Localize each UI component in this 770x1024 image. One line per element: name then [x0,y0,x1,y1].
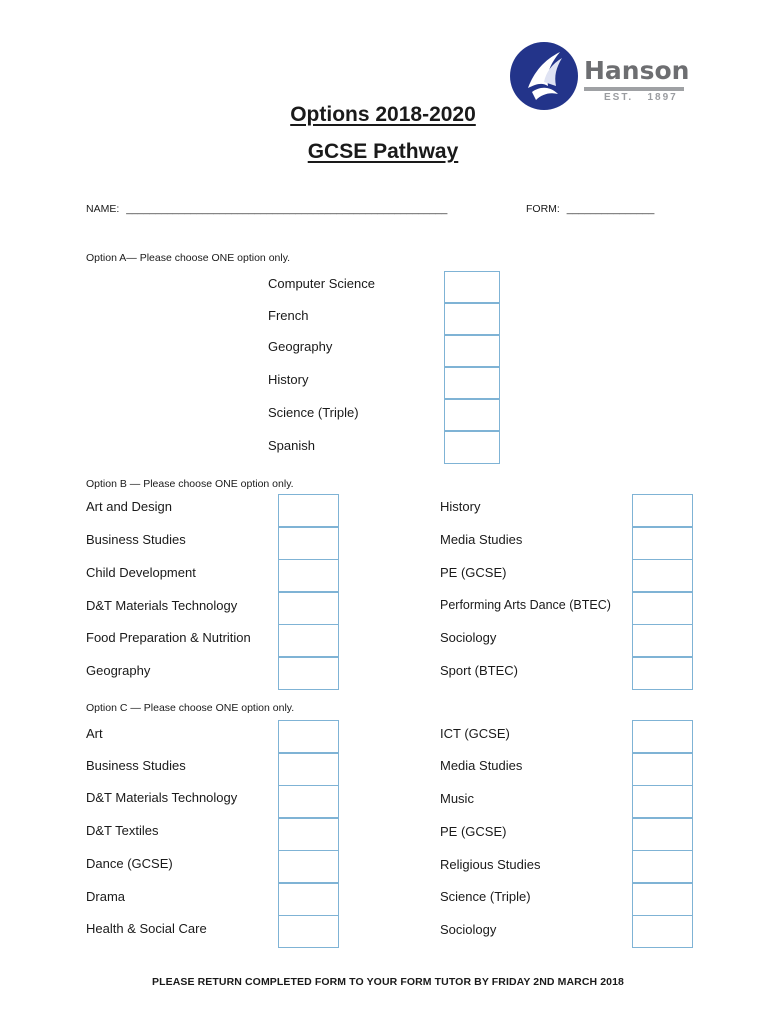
option-b-subject: History [440,499,481,514]
form-label: FORM: [526,203,560,215]
option-c-left-checkbox[interactable] [278,785,339,818]
option-a-checkbox[interactable] [444,367,500,399]
option-c-subject: Health & Social Care [86,921,207,936]
logo-established: EST. 1897 [604,92,678,103]
option-c-left-checkbox[interactable] [278,720,339,753]
logo-wordmark: Hanson [584,56,690,85]
option-b-right-checkbox[interactable] [632,624,693,657]
page-title: Options 2018-2020 [290,103,476,126]
option-b-left-checkbox[interactable] [278,624,339,657]
option-b-subject: D&T Materials Technology [86,598,238,613]
option-c-subject: Music [440,791,474,806]
option-b-left-checkbox[interactable] [278,559,339,592]
option-a-subject: Geography [268,339,333,354]
name-field[interactable] [86,203,447,215]
option-b-subject: Sociology [440,630,497,645]
option-c-subject: ICT (GCSE) [440,726,510,741]
option-c-right-checkbox[interactable] [632,915,693,948]
option-c-subject: Art [86,726,103,741]
option-c-right-checkbox[interactable] [632,850,693,883]
form-field[interactable] [526,203,654,215]
option-b-left-checkbox[interactable] [278,527,339,560]
option-b-right-checkbox[interactable] [632,494,693,527]
logo-emblem-icon [510,42,578,110]
option-c-subject: D&T Textiles [86,823,159,838]
option-a-checkbox[interactable] [444,271,500,303]
name-label: NAME: [86,203,120,215]
form-line: _______________ [566,203,655,215]
return-instructions: PLEASE RETURN COMPLETED FORM TO YOUR FORM TUTOR BY FRIDAY 2ND MARCH 2018 [152,976,624,988]
option-c-subject: Media Studies [440,758,523,773]
option-c-right-checkbox[interactable] [632,720,693,753]
option-b-subject: Art and Design [86,499,172,514]
option-c-subject: Sociology [440,922,497,937]
option-c-subject: Science (Triple) [440,889,531,904]
option-a-subject: Computer Science [268,276,375,291]
option-c-left-checkbox[interactable] [278,753,339,786]
option-c-left-checkbox[interactable] [278,850,339,883]
option-b-subject: Business Studies [86,532,186,547]
option-c-subject: PE (GCSE) [440,824,507,839]
option-b-subject: Child Development [86,565,196,580]
option-a-checkbox[interactable] [444,431,500,464]
logo-divider [584,87,684,91]
option-b-right-checkbox[interactable] [632,657,693,690]
option-b-subject: Performing Arts Dance (BTEC) [440,598,611,612]
option-c-right-checkbox[interactable] [632,785,693,818]
option-a-subject: French [268,308,309,323]
option-b-subject: Geography [86,663,151,678]
option-c-left-checkbox[interactable] [278,883,339,916]
option-b-subject: Sport (BTEC) [440,663,519,678]
option-b-right-checkbox[interactable] [632,559,693,592]
option-c-subject: D&T Materials Technology [86,790,238,805]
option-a-checkbox[interactable] [444,303,500,335]
option-c-subject: Drama [86,889,126,904]
option-a-checkbox[interactable] [444,399,500,431]
name-line: _______________________________________________________ [126,203,448,215]
option-b-heading: Option B — Please choose ONE option only. [86,478,294,490]
option-c-right-checkbox[interactable] [632,883,693,916]
option-c-left-checkbox[interactable] [278,915,339,948]
option-b-subject: Media Studies [440,532,523,547]
option-b-right-checkbox[interactable] [632,592,693,625]
option-c-right-checkbox[interactable] [632,818,693,851]
option-b-left-checkbox[interactable] [278,592,339,625]
option-b-subject: PE (GCSE) [440,565,507,580]
page-subtitle: GCSE Pathway [307,140,459,163]
option-b-left-checkbox[interactable] [278,494,339,527]
option-b-right-checkbox[interactable] [632,527,693,560]
option-c-heading: Option C — Please choose ONE option only. [86,702,295,714]
option-b-subject: Food Preparation & Nutrition [86,630,251,645]
school-logo [510,42,690,112]
option-b-left-checkbox[interactable] [278,657,339,690]
option-a-checkbox[interactable] [444,335,500,367]
option-c-right-checkbox[interactable] [632,753,693,786]
option-c-subject: Business Studies [86,758,186,773]
option-c-subject: Dance (GCSE) [86,856,173,871]
option-c-left-checkbox[interactable] [278,818,339,851]
option-a-subject: Spanish [268,438,315,453]
option-a-heading: Option A— Please choose ONE option only. [86,252,291,264]
option-a-subject: History [268,372,309,387]
option-c-subject: Religious Studies [440,857,541,872]
option-a-subject: Science (Triple) [268,405,359,420]
